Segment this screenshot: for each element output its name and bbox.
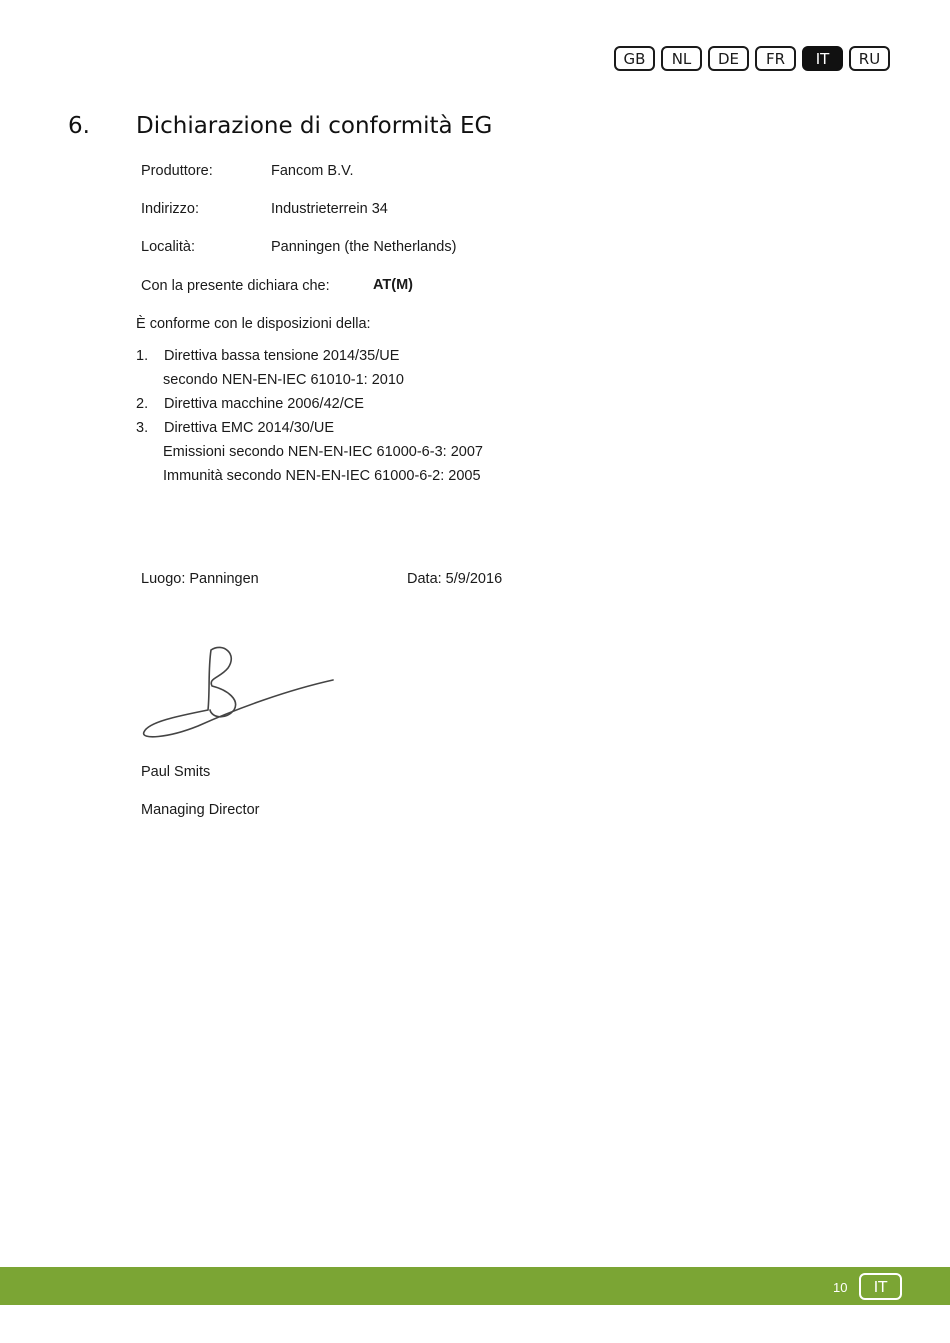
locality-value: Panningen (the Netherlands) — [271, 239, 457, 255]
conformity-intro: È conforme con le disposizioni della: — [136, 316, 371, 332]
lang-button-it-active[interactable]: IT — [802, 46, 843, 71]
footer-language-badge: IT — [859, 1273, 902, 1300]
page-number: 10 — [833, 1280, 848, 1295]
lang-button-nl[interactable]: NL — [661, 46, 702, 71]
address-value: Industrieterrein 34 — [271, 201, 388, 217]
declare-label: Con la presente dichiara che: — [141, 278, 330, 294]
directive-immunity-standard: Immunità secondo NEN-EN-IEC 61000-6-2: 2005 — [163, 468, 481, 484]
lang-button-gb[interactable]: GB — [614, 46, 655, 71]
lang-button-fr[interactable]: FR — [755, 46, 796, 71]
section-title: Dichiarazione di conformità EG — [136, 113, 493, 139]
signing-date: Data: 5/9/2016 — [407, 571, 503, 587]
language-selector — [614, 46, 890, 71]
directive-text: Direttiva EMC 2014/30/UE — [164, 420, 335, 436]
footer-bar — [0, 1267, 950, 1305]
directive-item — [136, 344, 483, 368]
directive-item — [136, 416, 483, 440]
signer-role: Managing Director — [141, 802, 260, 818]
directive-item — [136, 392, 483, 416]
directive-standard: secondo NEN-EN-IEC 61010-1: 2010 — [163, 372, 404, 388]
locality-label: Località: — [141, 239, 196, 255]
signature-stroke — [144, 647, 333, 736]
signature-image — [138, 640, 338, 745]
signing-place: Luogo: Panningen — [141, 571, 259, 587]
directive-text: Direttiva bassa tensione 2014/35/UE — [164, 348, 400, 364]
directive-number: 2. — [136, 396, 149, 412]
declare-value: AT(M) — [373, 277, 413, 293]
producer-value: Fancom B.V. — [271, 163, 354, 179]
signer-name: Paul Smits — [141, 764, 211, 780]
lang-button-ru[interactable]: RU — [849, 46, 890, 71]
producer-label: Produttore: — [141, 163, 213, 179]
section-number: 6. — [68, 113, 90, 139]
directive-list — [136, 344, 483, 488]
directive-number: 1. — [136, 348, 149, 364]
section-heading — [68, 113, 492, 139]
directive-number: 3. — [136, 420, 149, 436]
address-label: Indirizzo: — [141, 201, 200, 217]
directive-emission-standard: Emissioni secondo NEN-EN-IEC 61000-6-3: 2007 — [163, 444, 483, 460]
directive-text: Direttiva macchine 2006/42/CE — [164, 396, 364, 412]
lang-button-de[interactable]: DE — [708, 46, 749, 71]
